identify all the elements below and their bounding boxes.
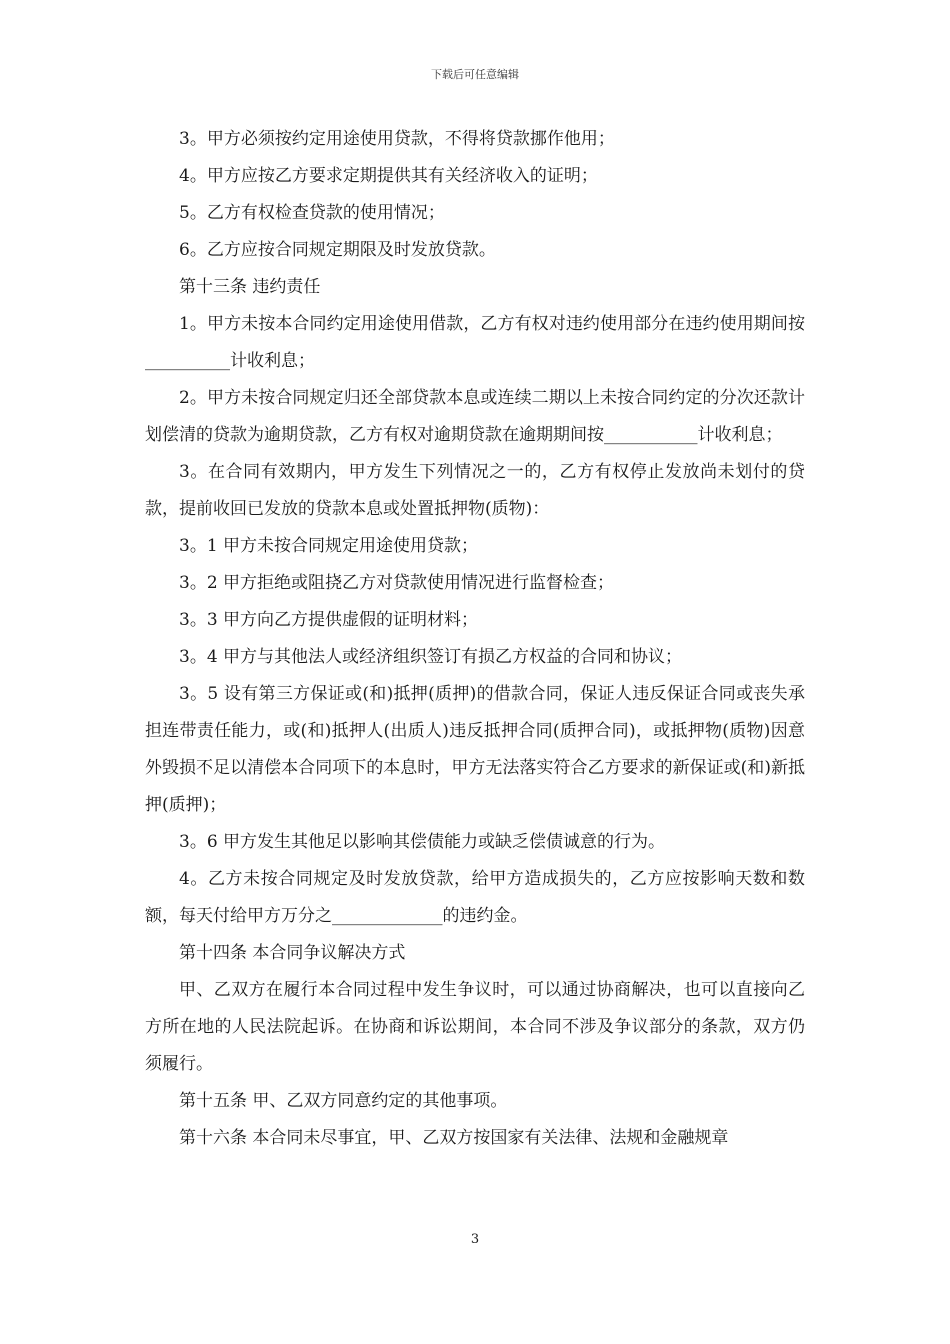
article-heading: 第十三条 违约责任 xyxy=(179,277,321,297)
clause-paragraph: 4。乙方未按合同规定及时发放贷款，给甲方造成损失的，乙方应按影响天数和数额，每天付给甲方万分之_____________的违约金。 xyxy=(145,869,805,926)
page-number: 3 xyxy=(470,1232,480,1247)
article-heading: 第十六条 本合同未尽事宜，甲、乙双方按国家有关法律、法规和金融规章 xyxy=(179,1128,729,1148)
clause-paragraph: 6。乙方应按合同规定期限及时发放贷款。 xyxy=(179,240,496,260)
clause-paragraph: 2。甲方未按合同规定归还全部贷款本息或连续二期以上未按合同约定的分次还款计划偿清的贷款为逾期贷款，乙方有权对逾期贷款在逾期期间按___________计收利息； xyxy=(145,388,805,445)
clause-paragraph: 4。甲方应按乙方要求定期提供其有关经济收入的证明； xyxy=(179,166,598,186)
clause-paragraph: 甲、乙双方在履行本合同过程中发生争议时，可以通过协商解决，也可以直接向乙方所在地的人民法院起诉。在协商和诉讼期间，本合同不涉及争议部分的条款，双方仍须履行。 xyxy=(145,980,805,1074)
page-header: 下载后可任意编辑 xyxy=(431,68,519,81)
sub-clause-paragraph: 3。6 甲方发生其他足以影响其偿债能力或缺乏偿债诚意的行为。 xyxy=(179,832,666,852)
clause-paragraph: 3。甲方必须按约定用途使用贷款，不得将贷款挪作他用； xyxy=(179,129,615,149)
clause-paragraph: 5。乙方有权检查贷款的使用情况； xyxy=(179,203,445,223)
sub-clause-paragraph: 3。3 甲方向乙方提供虚假的证明材料； xyxy=(179,610,479,630)
document-body xyxy=(145,121,805,1157)
sub-clause-paragraph: 3。4 甲方与其他法人或经济组织签订有损乙方权益的合同和协议； xyxy=(179,647,683,667)
sub-clause-paragraph: 3。1 甲方未按合同规定用途使用贷款； xyxy=(179,536,479,556)
article-heading: 第十四条 本合同争议解决方式 xyxy=(179,943,406,963)
article-heading: 第十五条 甲、乙双方同意约定的其他事项。 xyxy=(179,1091,508,1111)
sub-clause-paragraph: 3。2 甲方拒绝或阻挠乙方对贷款使用情况进行监督检查； xyxy=(179,573,615,593)
clause-paragraph: 1。甲方未按本合同约定用途使用借款，乙方有权对违约使用部分在违约使用期间按__________计收利息； xyxy=(145,314,805,371)
sub-clause-paragraph: 3。5 设有第三方保证或(和)抵押(质押)的借款合同，保证人违反保证合同或丧失承担连带责任能力，或(和)抵押人(出质人)违反抵押合同(质押合同)，或抵押物(质物)因意外毁损不足以清偿本合同项下的本息时，甲方无法落实符合乙方要求的新保证或(和)新抵押(质押)； xyxy=(145,684,805,815)
clause-paragraph: 3。在合同有效期内，甲方发生下列情况之一的，乙方有权停止发放尚未划付的贷款，提前收回已发放的贷款本息或处置抵押物(质物)： xyxy=(145,462,805,519)
